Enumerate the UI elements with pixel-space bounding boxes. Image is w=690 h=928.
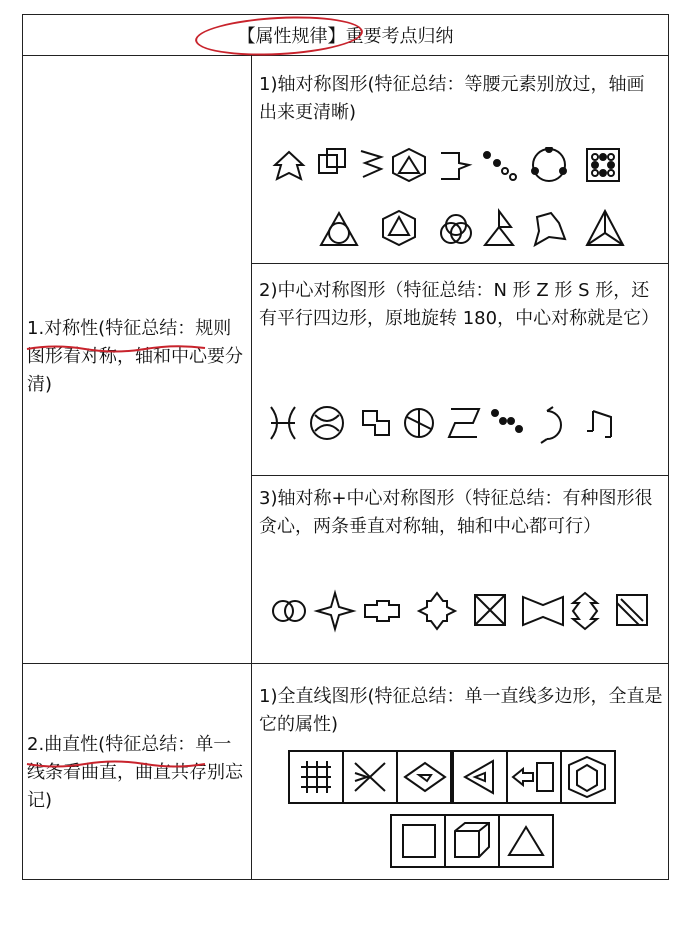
red-circle-annotation [194,13,364,60]
both-symmetry-text: 3)轴对称+中心对称图形（特征总结：有种图形很贪心，两条垂直对称轴，轴和中心都可行） [259,488,653,537]
central-symmetry-text: 2)中心对称图形（特征总结：N 形 Z 形 S 形，还有平行四边形，原地旋转 180，中心对称就是它） [259,280,660,329]
central-symmetry-figures [267,403,651,447]
red-underline-annotation [25,759,247,769]
header-title: 【属性规律】重要考点归纳 [237,26,454,47]
row-divider [23,663,668,664]
straight-line-text: 1)全直线图形(特征总结：单一直线多边形，全直是它的属性) [259,686,663,735]
axial-symmetry-text: 1)轴对称图形(特征总结：等腰元素别放过，轴画出来更清晰) [259,74,645,123]
axial-symmetry-figures [269,147,649,255]
straight-line-figures [287,749,635,873]
red-underline-annotation [25,343,247,353]
row-divider [251,263,668,264]
summary-table [22,14,669,880]
column-divider [251,55,252,879]
both-symmetry-figures [267,589,651,635]
row-label-curvature: 2.曲直性(特征总结：单一线条看曲直，曲直共存别忘记) [27,734,243,811]
row-label-symmetry: 1.对称性(特征总结：规则图形看对称，轴和中心要分清) [27,318,243,395]
table-header [23,15,668,56]
row-divider [251,475,668,476]
